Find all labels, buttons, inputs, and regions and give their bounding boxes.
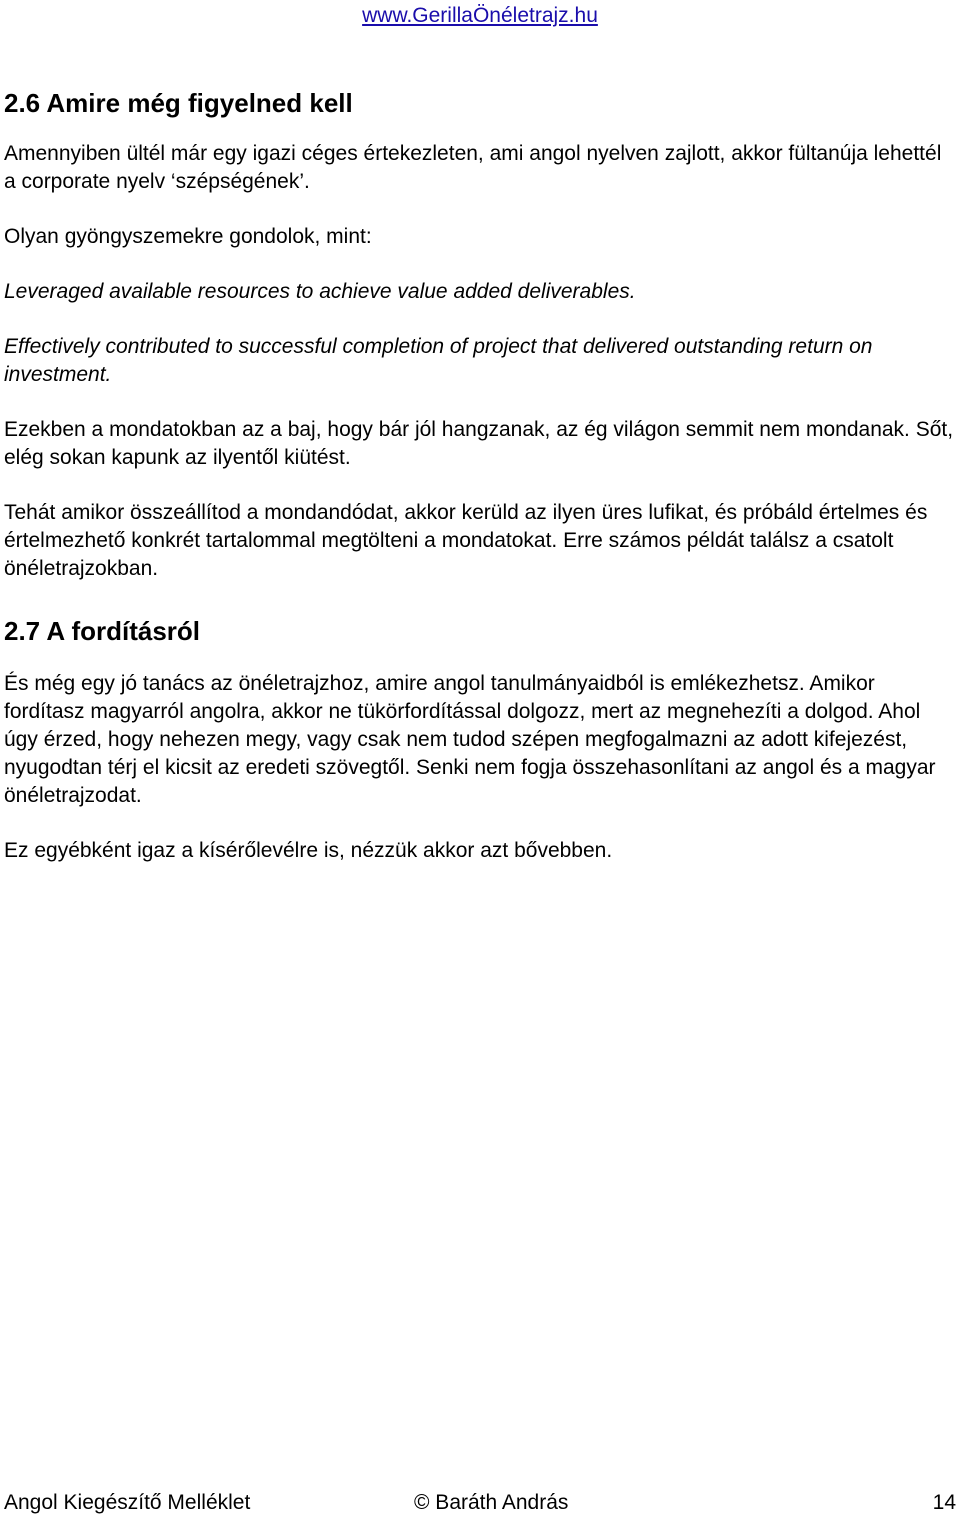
paragraph: És még egy jó tanács az önéletrajzhoz, amire angol tanulmányaidból is emlékezhetsz. Amikor fordítasz magyarról angolra, akkor ne tükörfordítással dolgozz, mert az megnehezíti a dolgod. Ahol úgy érzed, hogy nehezen megy, vagy csak nem tudod szépen megfogalmazni az adott kifejezést, nyugodtan térj el kicsit az eredeti szövegtől. Senki nem fogja összehasonlítani az angol és a magyar önéletrajzodat. <box>4 672 936 807</box>
section-heading-2-7: 2.7 A fordításról <box>4 616 201 646</box>
footer-author: © Baráth András <box>414 1491 569 1514</box>
paragraph: Amennyiben ültél már egy igazi céges értekezleten, ami angol nyelven zajlott, akkor fültanúja lehettél a corporate nyelv ‘szépségének’. <box>4 142 942 193</box>
section-heading-2-6: 2.6 Amire még figyelned kell <box>4 88 353 118</box>
page-footer <box>4 1488 956 1518</box>
site-link[interactable]: www.GerillaÖnéletrajz.hu <box>362 4 598 27</box>
paragraph: Olyan gyöngyszemekre gondolok, mint: <box>4 225 372 248</box>
paragraph: Tehát amikor összeállítod a mondandódat, akkor kerüld az ilyen üres lufikat, és próbáld értelmes és értelmezhető konkrét tartalommal megtölteni a mondatokat. Erre számos példát találsz a csatolt önéletrajzokban. <box>4 501 928 580</box>
footer-title: Angol Kiegészítő Melléklet <box>4 1491 251 1514</box>
paragraph: Ez egyébként igaz a kísérőlevélre is, nézzük akkor azt bővebben. <box>4 839 613 862</box>
document-body <box>4 86 956 865</box>
page-number: 14 <box>932 1491 956 1514</box>
example-sentence: Effectively contributed to successful completion of project that delivered outstanding return on investment. <box>4 335 873 386</box>
example-sentence: Leveraged available resources to achieve value added deliverables. <box>4 280 636 303</box>
paragraph: Ezekben a mondatokban az a baj, hogy bár jól hangzanak, az ég világon semmit nem mondanak. Sőt, elég sokan kapunk az ilyentől kiütést. <box>4 418 954 469</box>
